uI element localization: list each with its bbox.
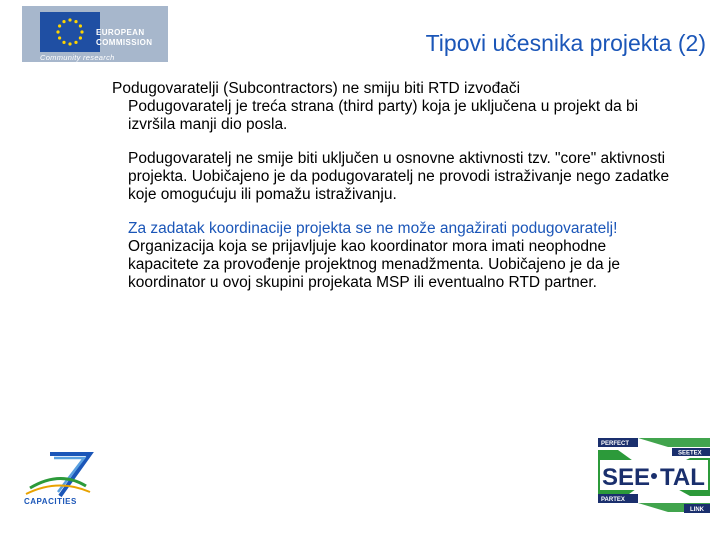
seetal-logo	[598, 436, 710, 514]
seetal-tal-label: TAL	[660, 464, 705, 491]
european-commission-logo	[22, 6, 168, 62]
subcontractor-heading: Podugovaratelji (Subcontractors) ne smiju biti RTD izvođači	[112, 80, 521, 97]
eu-flag-icon	[40, 12, 100, 52]
logo-subtitle: Community research	[40, 53, 115, 62]
paragraph-definition: Podugovaratelj je treća strana (third party) koja je uključena u projekt da bi izvršila manji dio posla.	[128, 98, 639, 133]
fp7-label: CAPACITIES	[24, 497, 77, 506]
seetal-bottom-right-label: LINK	[690, 507, 704, 513]
coordination-warning: Za zadatak koordinacije projekta se ne može angažirati podugovaratelj!	[128, 220, 618, 237]
paragraph-core-activities: Podugovaratelj ne smije biti uključen u osnovne aktivnosti tzv. "core" aktivnosti projekta. Uobičajeno je da podugovaratelj ne provodi istraživanje nego zadatke koje omogućuju ili pomažu istraživanju.	[128, 150, 670, 203]
logo-line-1: EUROPEAN	[96, 28, 145, 37]
logo-text	[96, 28, 168, 48]
coordinator-requirements: Organizacija koja se prijavljuje kao koordinator mora imati neophodne kapacitete za provođenje projektnog menadžmenta. Uobičajeno je da je koordinator u ovoj skupini projekata MSP ili eventualno RTD partner.	[128, 238, 621, 291]
slide-header	[0, 0, 720, 72]
seetal-bottom-left-label: PARTEX	[601, 497, 625, 503]
slide-title: Tipovi učesnika projekta (2)	[425, 30, 706, 56]
seetal-top-label: PERFECT	[601, 441, 630, 447]
logo-line-2: COMMISSION	[96, 38, 153, 47]
seetal-see-label: SEE	[602, 464, 651, 491]
seetal-top-right-label: SEETEX	[678, 450, 702, 457]
paragraph-coordination	[128, 220, 672, 292]
slide-body	[112, 80, 672, 292]
